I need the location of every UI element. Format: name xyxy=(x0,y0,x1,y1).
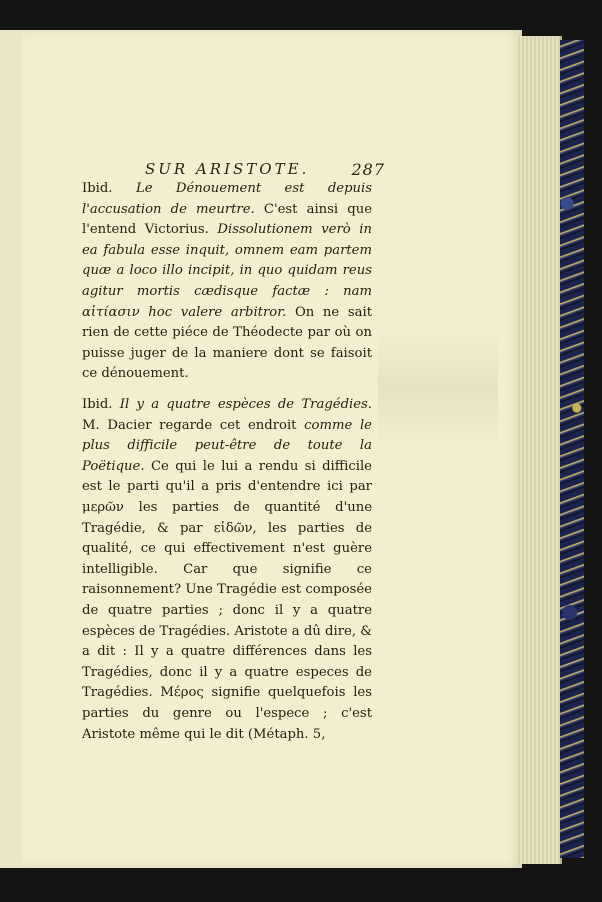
paragraph-2-text-a: M. Dacier regarde cet endroit xyxy=(82,417,297,433)
paragraph-2-quote: comme le plus difficile peut-être de toute la Poëtique. xyxy=(82,417,372,474)
facing-page-edge xyxy=(0,30,23,868)
ink-bleedthrough xyxy=(378,330,498,450)
paragraph-1-latin-quote: Dissolutionem verò in ea fabula esse inquit, omnem eam partem quæ a loco illo incipit, in quo quidam reus agitur mortis cædisque factæ : nam αἰτίασιν hoc valere arbitror. xyxy=(82,222,372,320)
paragraph-1 xyxy=(82,179,372,385)
paragraph-1-text-b: On ne sait rien de cette piéce de Théodecte par où on puisse juger de la maniere dont se faisoit ce dénouement. xyxy=(82,304,372,382)
paragraph-1-label: Ibid. xyxy=(82,181,113,196)
paragraph-1-lemma: Le Dénouement est depuis l'accusation de meurtre. xyxy=(82,181,372,217)
paragraph-2 xyxy=(82,395,372,745)
page-number: 287 xyxy=(351,160,385,179)
marbled-cover-edge xyxy=(560,40,584,858)
paragraph-2-label: Ibid. xyxy=(82,397,113,412)
page-stack-edge xyxy=(516,36,562,864)
paragraph-1-text-a: C'est ainsi que l'entend Victorius. xyxy=(82,201,372,238)
paragraph-2-lemma: Il y a quatre espèces de Tragédies. xyxy=(119,397,373,412)
running-title: SUR ARISTOTE. xyxy=(145,160,310,178)
paragraph-2-text-b: Ce qui le lui a rendu si difficile est le parti qu'il a pris d'entendre ici par μερῶν les parties de quantité d'une Tragédie, & par εἰδῶν, les parties de qualité, ce qui effectivement n'est guère intelligible. Car que signifie ce raisonnement? Une Tragédie est composée de quatre parties ; donc il y a quatre espèces de Tragédies. Aristote a dû dire, & a dit : Il y a quatre différences dans les Tragédies, donc il y a quatre especes de Tragédies. Μέρος signifie quelquefois les parties du genre ou l'espece ; c'est Aristote même qui le dit (Métaph. 5, xyxy=(82,458,372,742)
